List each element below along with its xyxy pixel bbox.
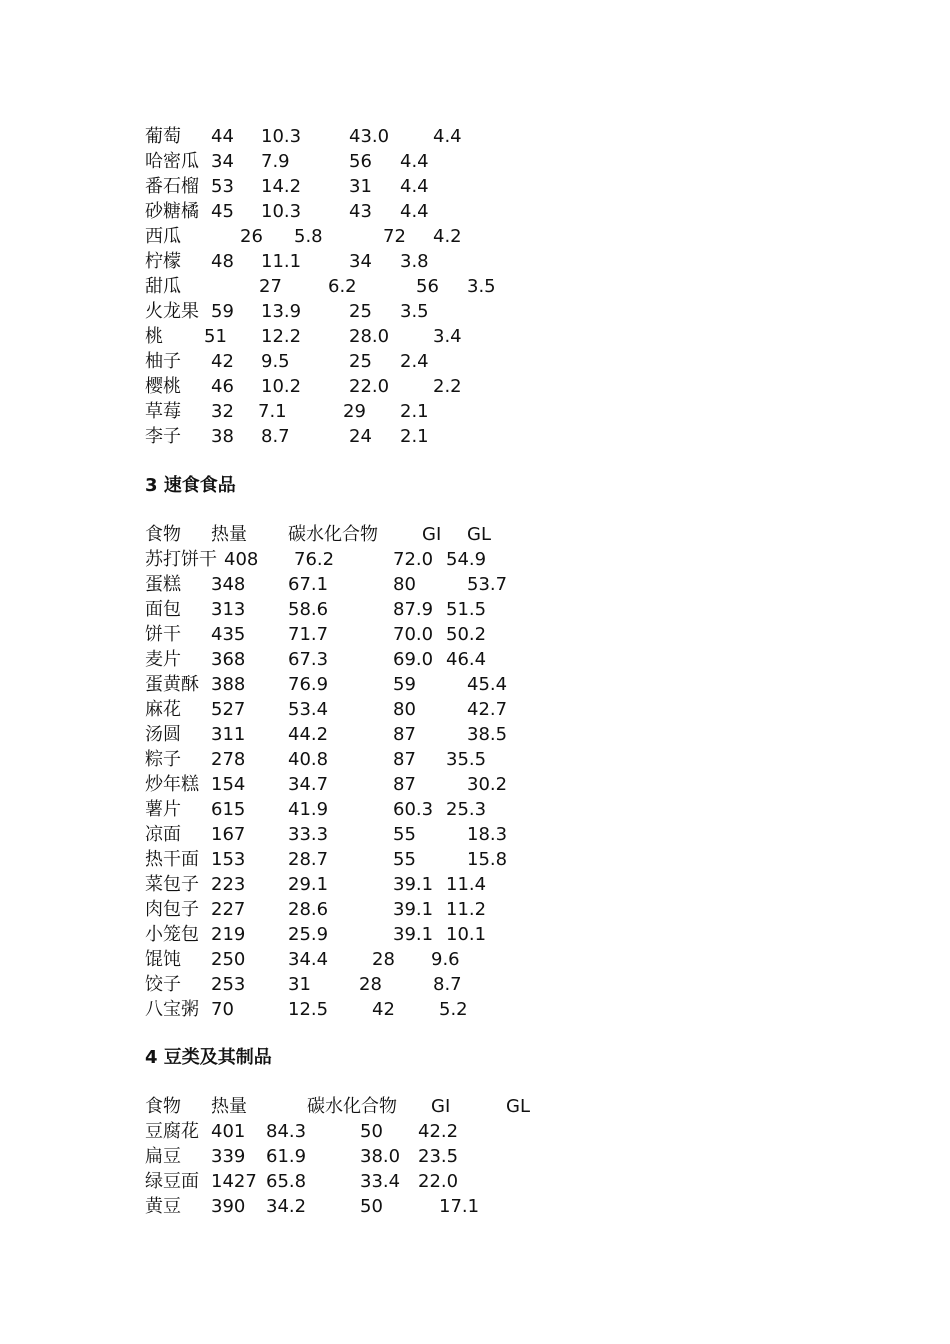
value-cell: 7.1 (258, 401, 287, 422)
value-cell: 38.0 (360, 1146, 401, 1167)
table-row (0, 897, 950, 922)
value-cell: 80 (393, 699, 416, 720)
food-name-cell: 饺子 (145, 974, 181, 995)
value-cell: 72 (383, 226, 406, 247)
food-name-cell: 热干面 (145, 849, 199, 870)
value-cell: 4.4 (400, 176, 429, 197)
table-header-row (0, 522, 950, 547)
value-cell: 22.0 (418, 1171, 459, 1192)
value-cell: 33.4 (360, 1171, 401, 1192)
section-heading-beans: 4 豆类及其制品 (145, 1047, 272, 1068)
food-name-cell: 肉包子 (145, 899, 199, 920)
food-name-cell: 草莓 (145, 401, 181, 422)
value-cell: 61.9 (266, 1146, 307, 1167)
value-cell: 42 (372, 999, 395, 1020)
table-row (0, 722, 950, 747)
food-name-cell: 薯片 (145, 799, 181, 820)
value-cell: 28.6 (288, 899, 329, 920)
value-cell: 53 (211, 176, 234, 197)
value-cell: 45 (211, 201, 234, 222)
table-row (0, 797, 950, 822)
value-cell: 44.2 (288, 724, 329, 745)
value-cell: 2.1 (400, 401, 429, 422)
value-cell: 39.1 (393, 924, 434, 945)
food-name-cell: 苏打饼干 (145, 549, 217, 570)
fruit-row (0, 174, 950, 199)
table-row (0, 1144, 950, 1169)
fruit-row (0, 274, 950, 299)
value-cell: 154 (211, 774, 246, 795)
value-cell: 401 (211, 1121, 246, 1142)
fruit-row (0, 399, 950, 424)
column-header: 食物 (145, 1096, 181, 1117)
value-cell: 30.2 (467, 774, 508, 795)
value-cell: 53.4 (288, 699, 329, 720)
table-row (0, 572, 950, 597)
value-cell: 10.1 (446, 924, 487, 945)
fruit-row (0, 374, 950, 399)
food-name-cell: 馄饨 (145, 949, 181, 970)
value-cell: 11.4 (446, 874, 487, 895)
value-cell: 435 (211, 624, 246, 645)
value-cell: 9.6 (431, 949, 460, 970)
value-cell: 223 (211, 874, 246, 895)
table-header-row (0, 1094, 950, 1119)
value-cell: 44 (211, 126, 234, 147)
value-cell: 70 (211, 999, 234, 1020)
value-cell: 76.2 (294, 549, 335, 570)
fruit-row (0, 324, 950, 349)
table-row (0, 947, 950, 972)
value-cell: 368 (211, 649, 246, 670)
table-row (0, 822, 950, 847)
value-cell: 59 (211, 301, 234, 322)
value-cell: 12.5 (288, 999, 329, 1020)
value-cell: 26 (240, 226, 263, 247)
food-name-cell: 砂糖橘 (145, 201, 199, 222)
value-cell: 42.2 (418, 1121, 459, 1142)
value-cell: 59 (393, 674, 416, 695)
food-name-cell: 柚子 (145, 351, 181, 372)
value-cell: 41.9 (288, 799, 329, 820)
value-cell: 8.7 (261, 426, 290, 447)
value-cell: 55 (393, 849, 416, 870)
table-row (0, 872, 950, 897)
value-cell: 70.0 (393, 624, 434, 645)
fruit-row (0, 424, 950, 449)
table-row (0, 622, 950, 647)
value-cell: 25 (349, 301, 372, 322)
column-header: 热量 (211, 524, 247, 545)
table-row (0, 1194, 950, 1219)
value-cell: 29 (343, 401, 366, 422)
value-cell: 15.8 (467, 849, 508, 870)
value-cell: 46 (211, 376, 234, 397)
value-cell: 311 (211, 724, 246, 745)
value-cell: 278 (211, 749, 246, 770)
table-row (0, 972, 950, 997)
value-cell: 4.4 (400, 201, 429, 222)
value-cell: 390 (211, 1196, 246, 1217)
value-cell: 3.4 (433, 326, 462, 347)
value-cell: 34 (349, 251, 372, 272)
value-cell: 6.2 (328, 276, 357, 297)
value-cell: 615 (211, 799, 246, 820)
column-header: 碳水化合物 (288, 524, 378, 545)
value-cell: 80 (393, 574, 416, 595)
food-name-cell: 哈密瓜 (145, 151, 199, 172)
value-cell: 4.4 (433, 126, 462, 147)
fruit-row (0, 149, 950, 174)
column-header: 热量 (211, 1096, 247, 1117)
value-cell: 39.1 (393, 874, 434, 895)
fruit-row (0, 224, 950, 249)
value-cell: 71.7 (288, 624, 329, 645)
food-name-cell: 黄豆 (145, 1196, 181, 1217)
value-cell: 348 (211, 574, 246, 595)
food-name-cell: 豆腐花 (145, 1121, 199, 1142)
value-cell: 45.4 (467, 674, 508, 695)
value-cell: 29.1 (288, 874, 329, 895)
food-name-cell: 菜包子 (145, 874, 199, 895)
value-cell: 43.0 (349, 126, 390, 147)
value-cell: 53.7 (467, 574, 508, 595)
value-cell: 87.9 (393, 599, 434, 620)
value-cell: 51.5 (446, 599, 487, 620)
value-cell: 24 (349, 426, 372, 447)
food-name-cell: 八宝粥 (145, 999, 199, 1020)
food-name-cell: 凉面 (145, 824, 181, 845)
section-heading-fast-food: 3 速食食品 (145, 475, 236, 496)
table-row (0, 697, 950, 722)
food-name-cell: 柠檬 (145, 251, 181, 272)
column-header: 碳水化合物 (307, 1096, 397, 1117)
food-name-cell: 扁豆 (145, 1146, 181, 1167)
table-row (0, 1169, 950, 1194)
fruit-row (0, 199, 950, 224)
value-cell: 28.0 (349, 326, 390, 347)
value-cell: 34.4 (288, 949, 329, 970)
value-cell: 32 (211, 401, 234, 422)
value-cell: 253 (211, 974, 246, 995)
value-cell: 18.3 (467, 824, 508, 845)
food-name-cell: 粽子 (145, 749, 181, 770)
value-cell: 167 (211, 824, 246, 845)
value-cell: 23.5 (418, 1146, 459, 1167)
food-name-cell: 樱桃 (145, 376, 181, 397)
value-cell: 50.2 (446, 624, 487, 645)
value-cell: 56 (416, 276, 439, 297)
value-cell: 69.0 (393, 649, 434, 670)
food-name-cell: 饼干 (145, 624, 181, 645)
value-cell: 339 (211, 1146, 246, 1167)
fruit-row (0, 349, 950, 374)
value-cell: 54.9 (446, 549, 487, 570)
value-cell: 60.3 (393, 799, 434, 820)
value-cell: 51 (204, 326, 227, 347)
table-row (0, 547, 950, 572)
value-cell: 35.5 (446, 749, 487, 770)
value-cell: 2.4 (400, 351, 429, 372)
value-cell: 34.2 (266, 1196, 307, 1217)
food-name-cell: 蛋黄酥 (145, 674, 199, 695)
food-name-cell: 炒年糕 (145, 774, 199, 795)
value-cell: 227 (211, 899, 246, 920)
fruit-row (0, 249, 950, 274)
value-cell: 67.1 (288, 574, 329, 595)
value-cell: 28 (372, 949, 395, 970)
value-cell: 17.1 (439, 1196, 480, 1217)
value-cell: 39.1 (393, 899, 434, 920)
value-cell: 42 (211, 351, 234, 372)
food-name-cell: 李子 (145, 426, 181, 447)
value-cell: 31 (288, 974, 311, 995)
value-cell: 48 (211, 251, 234, 272)
table-row (0, 672, 950, 697)
value-cell: 42.7 (467, 699, 508, 720)
value-cell: 46.4 (446, 649, 487, 670)
value-cell: 11.1 (261, 251, 302, 272)
value-cell: 67.3 (288, 649, 329, 670)
value-cell: 38.5 (467, 724, 508, 745)
value-cell: 87 (393, 774, 416, 795)
value-cell: 72.0 (393, 549, 434, 570)
value-cell: 10.2 (261, 376, 302, 397)
value-cell: 87 (393, 749, 416, 770)
value-cell: 25 (349, 351, 372, 372)
value-cell: 5.8 (294, 226, 323, 247)
column-header: GL (506, 1096, 530, 1117)
value-cell: 3.8 (400, 251, 429, 272)
value-cell: 4.2 (433, 226, 462, 247)
table-row (0, 1119, 950, 1144)
value-cell: 28.7 (288, 849, 329, 870)
value-cell: 3.5 (467, 276, 496, 297)
food-name-cell: 桃 (145, 326, 163, 347)
value-cell: 84.3 (266, 1121, 307, 1142)
value-cell: 76.9 (288, 674, 329, 695)
value-cell: 25.9 (288, 924, 329, 945)
value-cell: 55 (393, 824, 416, 845)
food-name-cell: 汤圆 (145, 724, 181, 745)
value-cell: 408 (224, 549, 259, 570)
value-cell: 5.2 (439, 999, 468, 1020)
table-row (0, 747, 950, 772)
value-cell: 14.2 (261, 176, 302, 197)
food-name-cell: 蛋糕 (145, 574, 181, 595)
value-cell: 31 (349, 176, 372, 197)
value-cell: 40.8 (288, 749, 329, 770)
value-cell: 10.3 (261, 201, 302, 222)
column-header: GI (431, 1096, 451, 1117)
value-cell: 13.9 (261, 301, 302, 322)
value-cell: 2.2 (433, 376, 462, 397)
food-name-cell: 小笼包 (145, 924, 199, 945)
food-name-cell: 麻花 (145, 699, 181, 720)
value-cell: 7.9 (261, 151, 290, 172)
value-cell: 219 (211, 924, 246, 945)
value-cell: 87 (393, 724, 416, 745)
food-name-cell: 西瓜 (145, 226, 181, 247)
food-name-cell: 火龙果 (145, 301, 199, 322)
value-cell: 4.4 (400, 151, 429, 172)
value-cell: 11.2 (446, 899, 487, 920)
value-cell: 58.6 (288, 599, 329, 620)
food-name-cell: 绿豆面 (145, 1171, 199, 1192)
table-row (0, 997, 950, 1022)
value-cell: 34.7 (288, 774, 329, 795)
value-cell: 50 (360, 1196, 383, 1217)
value-cell: 22.0 (349, 376, 390, 397)
value-cell: 9.5 (261, 351, 290, 372)
value-cell: 27 (259, 276, 282, 297)
table-row (0, 772, 950, 797)
column-header: GL (467, 524, 491, 545)
fruit-row (0, 124, 950, 149)
value-cell: 1427 (211, 1171, 257, 1192)
value-cell: 3.5 (400, 301, 429, 322)
value-cell: 56 (349, 151, 372, 172)
food-name-cell: 麦片 (145, 649, 181, 670)
value-cell: 2.1 (400, 426, 429, 447)
value-cell: 527 (211, 699, 246, 720)
table-row (0, 847, 950, 872)
food-name-cell: 甜瓜 (145, 276, 181, 297)
value-cell: 250 (211, 949, 246, 970)
value-cell: 25.3 (446, 799, 487, 820)
food-name-cell: 面包 (145, 599, 181, 620)
table-row (0, 647, 950, 672)
value-cell: 28 (359, 974, 382, 995)
value-cell: 50 (360, 1121, 383, 1142)
table-row (0, 922, 950, 947)
value-cell: 65.8 (266, 1171, 307, 1192)
value-cell: 43 (349, 201, 372, 222)
value-cell: 38 (211, 426, 234, 447)
value-cell: 12.2 (261, 326, 302, 347)
food-name-cell: 葡萄 (145, 126, 181, 147)
value-cell: 153 (211, 849, 246, 870)
column-header: 食物 (145, 524, 181, 545)
fruit-row (0, 299, 950, 324)
value-cell: 8.7 (433, 974, 462, 995)
value-cell: 10.3 (261, 126, 302, 147)
table-row (0, 597, 950, 622)
value-cell: 34 (211, 151, 234, 172)
food-name-cell: 番石榴 (145, 176, 199, 197)
value-cell: 313 (211, 599, 246, 620)
value-cell: 388 (211, 674, 246, 695)
value-cell: 33.3 (288, 824, 329, 845)
column-header: GI (422, 524, 442, 545)
